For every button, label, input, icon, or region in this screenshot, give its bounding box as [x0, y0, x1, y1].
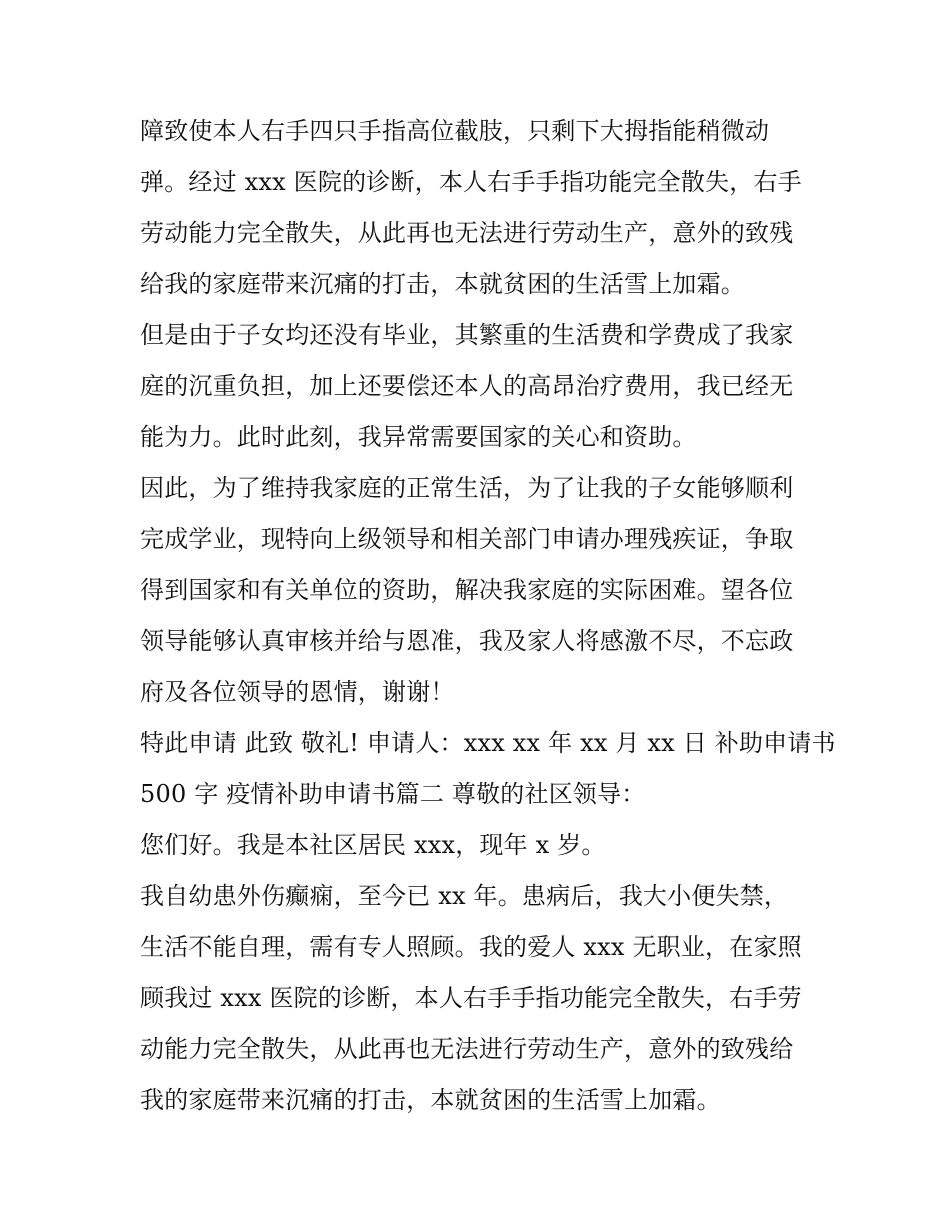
text-line: 庭的沉重负担，加上还要偿还本人的高昂治疗费用，我已经无	[140, 372, 794, 400]
text-line: 弹。经过 xxx 医院的诊断，本人右手手指功能完全散失，右手	[140, 168, 802, 196]
text-line: 500 字 疫情补助申请书篇二 尊敬的社区领导：	[140, 780, 646, 808]
text-line: 得到国家和有关单位的资助，解决我家庭的实际困难。望各位	[140, 576, 794, 604]
text-line: 府及各位领导的恩情，谢谢！	[140, 678, 455, 706]
text-line: 但是由于子女均还没有毕业，其繁重的生活费和学费成了我家	[140, 321, 794, 349]
text-line: 我的家庭带来沉痛的打击，本就贫困的生活雪上加霜。	[140, 1086, 721, 1114]
text-line: 领导能够认真审核并给与恩准，我及家人将感激不尽，不忘政	[140, 627, 794, 655]
text-line: 生活不能自理，需有专人照顾。我的爱人 xxx 无职业，在家照	[140, 933, 802, 961]
text-line: 能为力。此时此刻，我异常需要国家的关心和资助。	[140, 423, 697, 451]
text-line: 特此申请 此致 敬礼! 申请人：xxx xx 年 xx 月 xx 日 补助申请书	[140, 729, 836, 757]
text-line: 障致使本人右手四只手指高位截肢，只剩下大拇指能稍微动	[140, 117, 770, 145]
text-line: 动能力完全散失，从此再也无法进行劳动生产，意外的致残给	[140, 1035, 794, 1063]
text-line: 完成学业，现特向上级领导和相关部门申请办理残疾证，争取	[140, 525, 794, 553]
text-line: 您们好。我是本社区居民 xxx，现年 x 岁。	[140, 831, 606, 859]
text-line: 我自幼患外伤癫痫，至今已 xx 年。患病后，我大小便失禁，	[140, 882, 789, 910]
text-line: 顾我过 xxx 医院的诊断，本人右手手指功能完全散失，右手劳	[140, 984, 802, 1012]
text-line: 给我的家庭带来沉痛的打击，本就贫困的生活雪上加霜。	[140, 270, 745, 298]
text-line: 因此，为了维持我家庭的正常生活，为了让我的子女能够顺利	[140, 474, 794, 502]
document-body	[140, 106, 840, 1126]
text-line: 劳动能力完全散失，从此再也无法进行劳动生产，意外的致残	[140, 219, 794, 247]
